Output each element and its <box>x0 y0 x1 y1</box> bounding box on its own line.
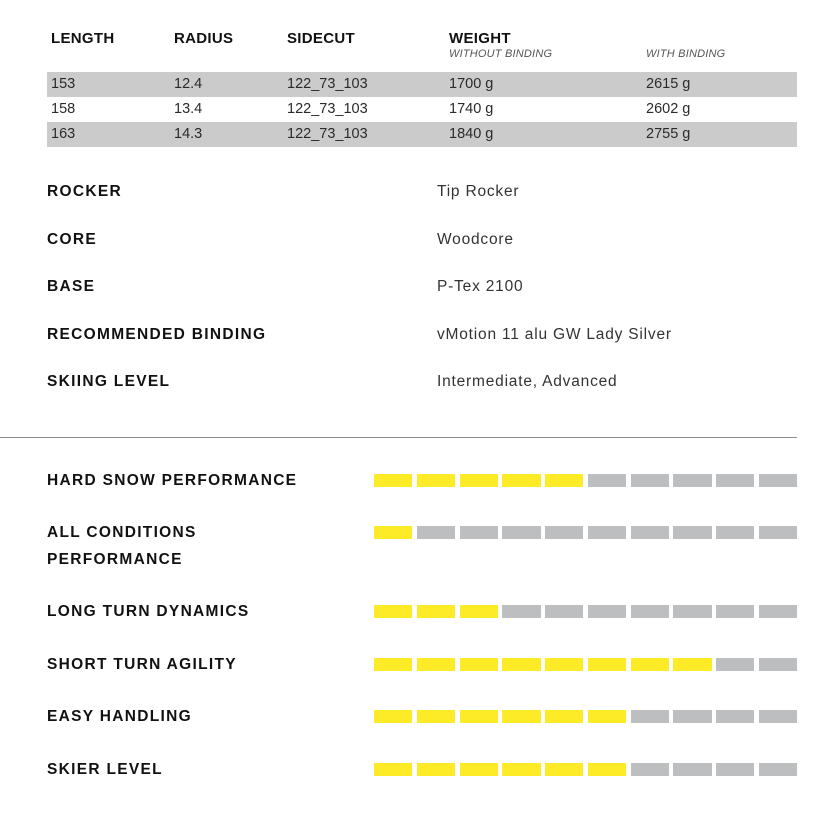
rating-segment-empty <box>716 526 754 539</box>
spec-row-core <box>47 224 797 272</box>
rating-segment-empty <box>588 605 626 618</box>
rating-segment-empty <box>588 474 626 487</box>
rating-segment-empty <box>588 526 626 539</box>
rating-segment-empty <box>631 763 669 776</box>
rating-segment-empty <box>673 763 711 776</box>
rating-segment-filled <box>502 710 540 723</box>
rating-segment-filled <box>545 710 583 723</box>
rating-segment-filled <box>417 763 455 776</box>
rating-bar <box>374 658 797 671</box>
rating-segment-empty <box>716 763 754 776</box>
rating-segment-filled <box>460 763 498 776</box>
table-row <box>47 122 797 147</box>
rating-segment-filled <box>545 658 583 671</box>
cell-length: 153 <box>51 76 76 92</box>
rating-segment-filled <box>588 658 626 671</box>
rating-label: ALL CONDITIONS PERFORMANCE <box>47 524 197 568</box>
rating-segment-empty <box>631 605 669 618</box>
table-row <box>47 72 797 97</box>
rating-segment-empty <box>673 474 711 487</box>
rating-segment-filled <box>374 763 412 776</box>
spec-row-skiing-level <box>47 366 797 414</box>
cell-radius: 14.3 <box>174 126 203 142</box>
cell-weight-with-binding: 2602 g <box>646 101 691 117</box>
section-divider <box>0 437 797 438</box>
rating-segment-empty <box>631 526 669 539</box>
rating-bar <box>374 763 797 776</box>
rating-segment-filled <box>502 763 540 776</box>
rating-segment-filled <box>460 658 498 671</box>
rating-segment-empty <box>716 474 754 487</box>
spec-value: vMotion 11 alu GW Lady Silver <box>437 325 672 343</box>
rating-segment-empty <box>716 605 754 618</box>
cell-weight-without-binding: 1700 g <box>449 76 494 92</box>
rating-segment-empty <box>759 474 797 487</box>
cell-sidecut: 122_73_103 <box>287 126 368 142</box>
cell-radius: 13.4 <box>174 101 203 117</box>
spec-list <box>47 176 797 414</box>
rating-segment-filled <box>374 710 412 723</box>
spec-value: Woodcore <box>437 230 514 248</box>
rating-bar <box>374 710 797 723</box>
spec-label: RECOMMENDED BINDING <box>47 325 267 343</box>
rating-segment-filled <box>374 605 412 618</box>
cell-radius: 12.4 <box>174 76 203 92</box>
rating-segment-empty <box>502 526 540 539</box>
rating-segment-empty <box>716 658 754 671</box>
rating-segment-filled <box>460 605 498 618</box>
rating-segment-empty <box>759 605 797 618</box>
cell-length: 158 <box>51 101 76 117</box>
rating-segment-filled <box>374 474 412 487</box>
rating-segment-filled <box>545 474 583 487</box>
spec-row-rocker <box>47 176 797 224</box>
spec-label: SKIING LEVEL <box>47 373 171 390</box>
rating-segment-filled <box>631 658 669 671</box>
rating-segment-filled <box>460 474 498 487</box>
cell-weight-with-binding: 2755 g <box>646 126 691 142</box>
rating-segment-filled <box>417 605 455 618</box>
rating-segment-filled <box>502 474 540 487</box>
table-header <box>47 26 797 72</box>
rating-segment-filled <box>374 526 412 539</box>
size-table <box>47 26 797 147</box>
rating-segment-filled <box>673 658 711 671</box>
cell-weight-without-binding: 1840 g <box>449 126 494 142</box>
rating-segment-empty <box>545 526 583 539</box>
rating-segment-filled <box>545 763 583 776</box>
rating-segment-filled <box>502 658 540 671</box>
rating-segment-empty <box>759 763 797 776</box>
spec-value: P-Tex 2100 <box>437 278 524 295</box>
table-row <box>47 97 797 122</box>
cell-sidecut: 122_73_103 <box>287 101 368 117</box>
spec-row-base <box>47 271 797 319</box>
rating-label: SKIER LEVEL <box>47 761 163 778</box>
rating-label: SHORT TURN AGILITY <box>47 656 237 673</box>
header-radius: RADIUS <box>174 30 234 47</box>
rating-segment-filled <box>460 710 498 723</box>
rating-segment-empty <box>417 526 455 539</box>
spec-row-recommended-binding <box>47 319 797 367</box>
cell-weight-with-binding: 2615 g <box>646 76 691 92</box>
rating-segment-filled <box>417 474 455 487</box>
rating-segment-filled <box>374 658 412 671</box>
rating-segment-empty <box>716 710 754 723</box>
spec-label: BASE <box>47 278 96 295</box>
rating-segment-empty <box>502 605 540 618</box>
rating-segment-empty <box>759 526 797 539</box>
rating-segment-empty <box>673 605 711 618</box>
rating-segment-empty <box>460 526 498 539</box>
rating-segment-filled <box>588 763 626 776</box>
spec-value: Intermediate, Advanced <box>437 373 618 390</box>
header-with-binding: WITH BINDING <box>646 48 726 60</box>
rating-segment-empty <box>759 658 797 671</box>
rating-bar <box>374 474 797 487</box>
spec-value: Tip Rocker <box>437 183 520 200</box>
header-without-binding: WITHOUT BINDING <box>449 48 553 60</box>
rating-label: LONG TURN DYNAMICS <box>47 603 250 620</box>
spec-label: CORE <box>47 230 97 248</box>
rating-segment-empty <box>673 710 711 723</box>
rating-bar <box>374 526 797 539</box>
cell-sidecut: 122_73_103 <box>287 76 368 92</box>
rating-bar <box>374 605 797 618</box>
rating-segment-filled <box>417 710 455 723</box>
rating-segment-empty <box>631 474 669 487</box>
cell-length: 163 <box>51 126 76 142</box>
header-length: LENGTH <box>51 30 115 47</box>
rating-segment-empty <box>631 710 669 723</box>
rating-label: HARD SNOW PERFORMANCE <box>47 472 298 489</box>
spec-label: ROCKER <box>47 183 122 200</box>
rating-segment-empty <box>545 605 583 618</box>
cell-weight-without-binding: 1740 g <box>449 101 494 117</box>
rating-segment-filled <box>588 710 626 723</box>
rating-segment-empty <box>759 710 797 723</box>
rating-label: EASY HANDLING <box>47 708 192 725</box>
rating-segment-filled <box>417 658 455 671</box>
header-weight: WEIGHT <box>449 30 511 47</box>
header-sidecut: SIDECUT <box>287 30 355 47</box>
rating-segment-empty <box>673 526 711 539</box>
